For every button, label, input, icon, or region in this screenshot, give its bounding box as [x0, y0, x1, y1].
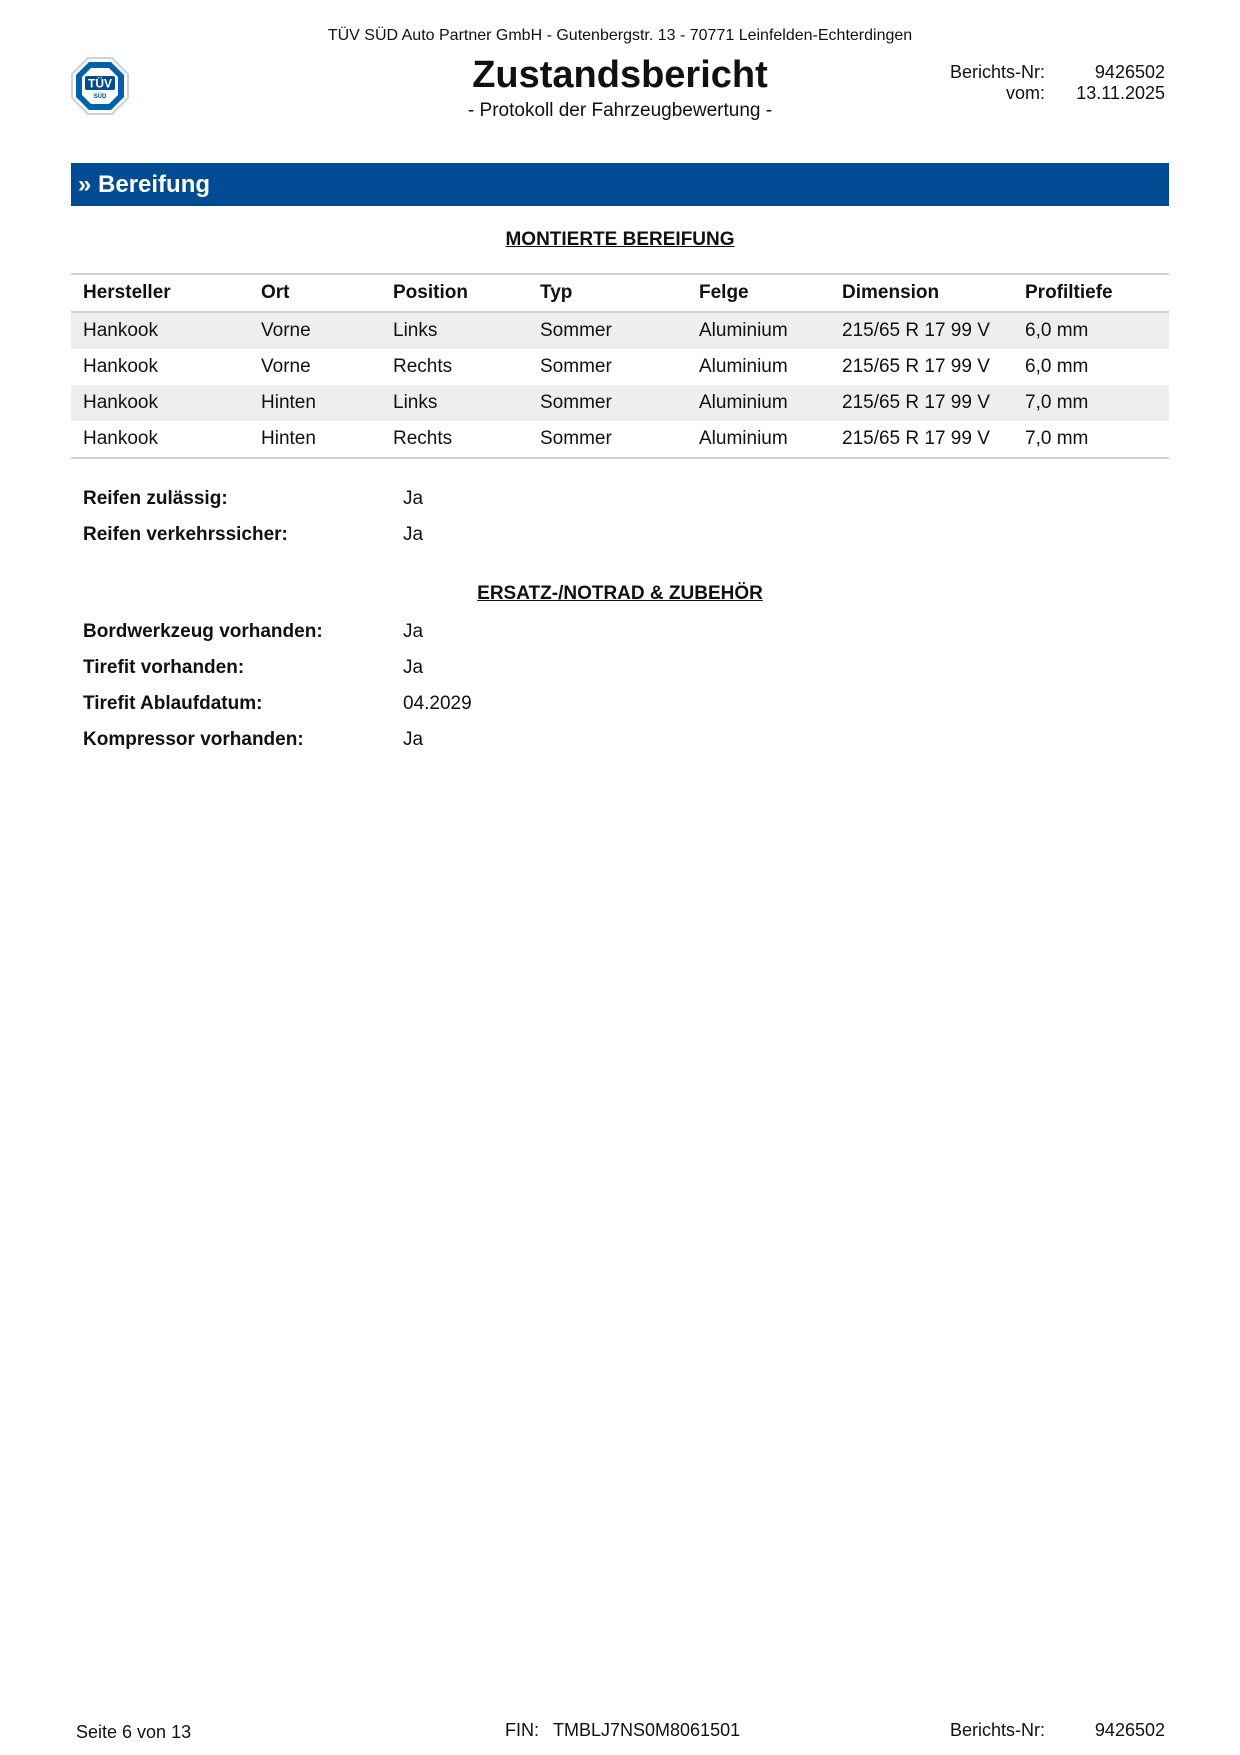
section-title-bar: » Bereifung: [71, 163, 1169, 206]
cell-hersteller: Hankook: [71, 385, 249, 421]
cell-ort: Vorne: [249, 312, 381, 349]
report-meta-values: [1055, 62, 1165, 104]
cell-ort: Hinten: [249, 385, 381, 421]
col-profiltiefe: Profiltiefe: [1013, 274, 1169, 312]
cell-felge: Aluminium: [687, 312, 830, 349]
cell-felge: Aluminium: [687, 385, 830, 421]
fin-label: FIN:: [505, 1720, 539, 1740]
cell-position: Rechts: [393, 428, 453, 449]
cell-dimension: 215/65 R 17 99 V: [830, 385, 1013, 421]
report-date: 13.11.2025: [1076, 83, 1165, 103]
report-meta-labels: [900, 62, 1045, 104]
cell-profiltiefe: 6,0 mm: [1013, 312, 1169, 349]
cell-dimension: 215/65 R 17 99 V: [842, 428, 990, 449]
list-item: [83, 722, 1163, 758]
cell-profiltiefe: 7,0 mm: [1013, 385, 1169, 421]
page-title: Zustandsbericht: [472, 54, 768, 96]
footer-report-no-label: Berichts-Nr:: [949, 1720, 1045, 1740]
cell-hersteller: Hankook: [83, 428, 158, 449]
tirefit-expiry-label: Tirefit Ablaufdatum:: [83, 693, 263, 714]
report-no: 9426502: [1094, 62, 1165, 82]
page-subtitle: - Protokoll der Fahrzeugbewertung -: [467, 100, 773, 121]
toolkit-value: Ja: [403, 621, 424, 642]
table-row: [71, 385, 1169, 421]
cell-position: Links: [381, 385, 528, 421]
footer-report-no: 9426502: [1094, 1720, 1165, 1740]
col-typ: Typ: [528, 274, 687, 312]
tirefit-label: Tirefit vorhanden:: [83, 657, 245, 678]
date-label: vom:: [1005, 83, 1045, 103]
cell-hersteller: Hankook: [83, 356, 158, 377]
spare-accessories-heading: ERSATZ-/NOTRAD & ZUBEHÖR: [477, 583, 763, 604]
tirefit-expiry-value: 04.2029: [403, 693, 472, 714]
logo-text: TÜV: [88, 76, 112, 91]
list-item: [83, 481, 1163, 517]
cell-dimension: 215/65 R 17 99 V: [842, 356, 990, 377]
col-ort: Ort: [249, 274, 381, 312]
tyre-table-header: [71, 274, 1169, 312]
cell-hersteller: Hankook: [71, 312, 249, 349]
page-number: Seite 6 von 13: [76, 1722, 192, 1742]
cell-typ: Sommer: [540, 428, 612, 449]
col-position: Position: [381, 274, 528, 312]
cell-typ: Sommer: [540, 356, 612, 377]
logo-subtext: SÜD: [93, 94, 107, 100]
cell-felge: Aluminium: [699, 356, 788, 377]
mounted-tyres-heading: MONTIERTE BEREIFUNG: [505, 229, 735, 250]
compressor-label: Kompressor vorhanden:: [83, 729, 304, 750]
spare-accessories-list: [83, 614, 1163, 758]
table-row: [71, 349, 1169, 385]
col-hersteller: Hersteller: [71, 274, 249, 312]
tirefit-value: Ja: [403, 657, 424, 678]
cell-dimension: 215/65 R 17 99 V: [830, 312, 1013, 349]
tyres-roadworthy-label: Reifen verkehrssicher:: [83, 524, 288, 545]
tyre-status-list: [83, 481, 1163, 553]
company-address: TÜV SÜD Auto Partner GmbH - Gutenbergstr. 13 - 70771 Leinfelden-Echterdingen: [327, 27, 913, 44]
report-no-label: Berichts-Nr:: [949, 62, 1045, 82]
cell-felge: Aluminium: [699, 428, 788, 449]
list-item: [83, 686, 1163, 722]
fin-value: TMBLJ7NS0M8061501: [553, 1720, 741, 1740]
tyres-roadworthy-value: Ja: [403, 524, 424, 545]
tyre-table: [71, 273, 1169, 459]
list-item: [83, 517, 1163, 553]
cell-typ: Sommer: [528, 312, 687, 349]
list-item: [83, 650, 1163, 686]
compressor-value: Ja: [403, 729, 424, 750]
col-dimension: Dimension: [830, 274, 1013, 312]
col-felge: Felge: [687, 274, 830, 312]
cell-profiltiefe: 7,0 mm: [1025, 428, 1089, 449]
tyres-permitted-label: Reifen zulässig:: [83, 488, 228, 509]
list-item: [83, 614, 1163, 650]
cell-ort: Vorne: [261, 356, 311, 377]
cell-ort: Hinten: [261, 428, 316, 449]
table-row: [71, 421, 1169, 458]
toolkit-label: Bordwerkzeug vorhanden:: [83, 621, 323, 642]
cell-position: Rechts: [393, 356, 453, 377]
tyres-permitted-value: Ja: [403, 488, 424, 509]
cell-profiltiefe: 6,0 mm: [1025, 356, 1089, 377]
cell-typ: Sommer: [528, 385, 687, 421]
table-row: [71, 312, 1169, 349]
cell-position: Links: [381, 312, 528, 349]
